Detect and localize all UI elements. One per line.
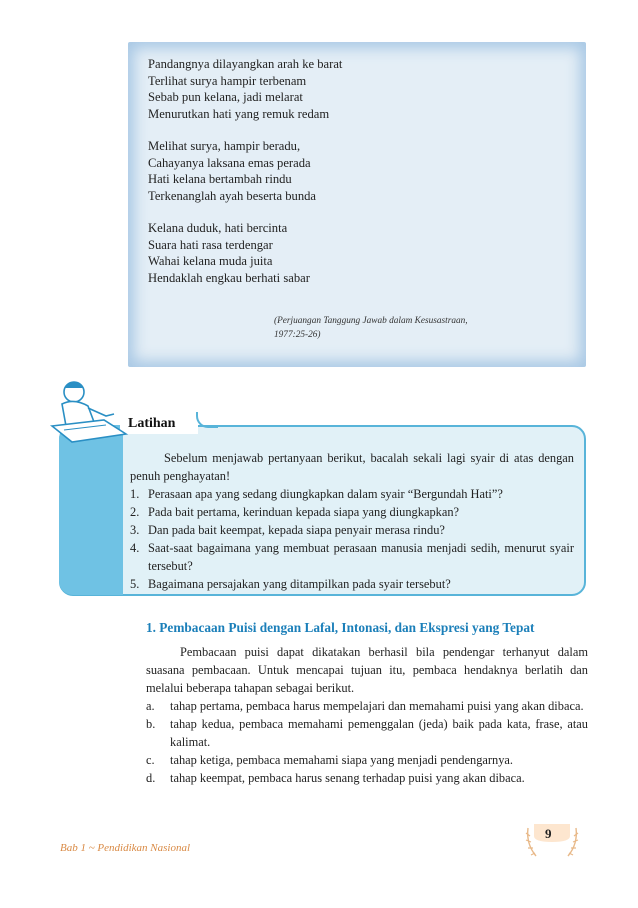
poem-line: Melihat surya, hampir beradu, [148,139,301,153]
step-text: tahap ketiga, pembaca memahami siapa yang menjadi pendengarnya. [170,753,514,767]
question-item [130,539,574,575]
poem-stanza-1 [148,56,342,122]
step-text: tahap pertama, pembaca harus mempelajari dan memahami puisi yang akan dibaca. [170,699,584,713]
poem-box [128,42,586,367]
poem-line: Hendaklah engkau berhati sabar [148,270,310,285]
question-list [130,485,574,593]
page-number-badge-icon [522,820,582,862]
question-item [130,485,574,503]
citation-line-2: 1977:25-26) [274,330,321,340]
question-text: Bagaimana persajakan yang ditampilkan pada syair tersebut? [148,577,451,591]
question-item [130,575,574,593]
step-letter: d. [146,771,156,785]
question-number: 2. [130,505,140,519]
poem-line: Menurutkan hati yang remuk redam [148,106,330,121]
step-item [146,751,588,769]
question-text: Perasaan apa yang sedang diungkapkan dalam syair “Bergundah Hati”? [148,487,503,501]
question-number: 1. [130,487,140,501]
step-item [146,769,588,787]
poem-line: Wahai kelana muda juita [148,254,273,268]
question-item [130,521,574,539]
question-number: 3. [130,523,140,537]
poem-line: Terlihat surya hampir terbenam [148,73,307,88]
poem-citation [274,314,468,342]
latihan-title: Latihan [128,416,176,431]
step-letter: b. [146,717,156,731]
latihan-side-bar [59,425,123,595]
poem-line: Hati kelana bertambah rindu [148,172,292,186]
question-text: Saat-saat bagaimana yang membuat perasaan manusia menjadi sedih, menurut syair tersebut? [148,541,574,573]
step-item [146,715,588,751]
question-text: Dan pada bait keempat, kepada siapa penyair merasa rindu? [148,523,445,537]
step-letter: c. [146,753,155,767]
page-number: 9 [545,826,552,841]
citation-line-1: (Perjuangan Tanggung Jawab dalam Kesusastraan, [274,316,468,326]
poem-line: Cahayanya laksana emas perada [148,155,311,170]
step-letter: a. [146,699,155,713]
question-number: 5. [130,577,140,591]
question-item [130,503,574,521]
question-text: Pada bait pertama, kerinduan kepada siapa yang diungkapkan? [148,505,460,519]
poem-stanza-2 [148,138,342,204]
section-body [146,643,588,787]
latihan-intro: Sebelum menjawab pertanyaan berikut, bacalah sekali lagi syair di atas dengan penuh penghayatan! [130,451,574,483]
poem-line: Kelana duduk, hati bercinta [148,221,288,235]
section-paragraph: Pembacaan puisi dapat dikatakan berhasil bila pendengar terhanyut dalam suasana pembacaan. Untuk mencapai tujuan itu, pembaca hendaknya berlatih dan melalui beberapa tahapan sebagai berikut. [146,645,588,695]
question-number: 4. [130,541,140,555]
poem-line: Suara hati rasa terdengar [148,237,273,252]
section-heading: 1. Pembacaan Puisi dengan Lafal, Intonasi, dan Ekspresi yang Tepat [146,620,535,635]
footer-chapter: Bab 1 ~ Pendidikan Nasional [60,842,190,854]
steps-list [146,697,588,787]
studying-child-illustration-icon [44,374,134,446]
poem-text [148,56,342,302]
poem-line: Pandangnya dilayangkan arah ke barat [148,57,343,71]
latihan-content [130,449,574,593]
step-text: tahap keempat, pembaca harus senang terhadap puisi yang akan dibaca. [170,771,525,785]
step-text: tahap kedua, pembaca memahami pemenggalan (jeda) baik pada kata, frase, atau kalimat. [170,717,588,749]
poem-line: Terkenanglah ayah beserta bunda [148,188,317,203]
step-item [146,697,588,715]
poem-line: Sebab pun kelana, jadi melarat [148,90,303,104]
poem-stanza-3 [148,220,342,286]
